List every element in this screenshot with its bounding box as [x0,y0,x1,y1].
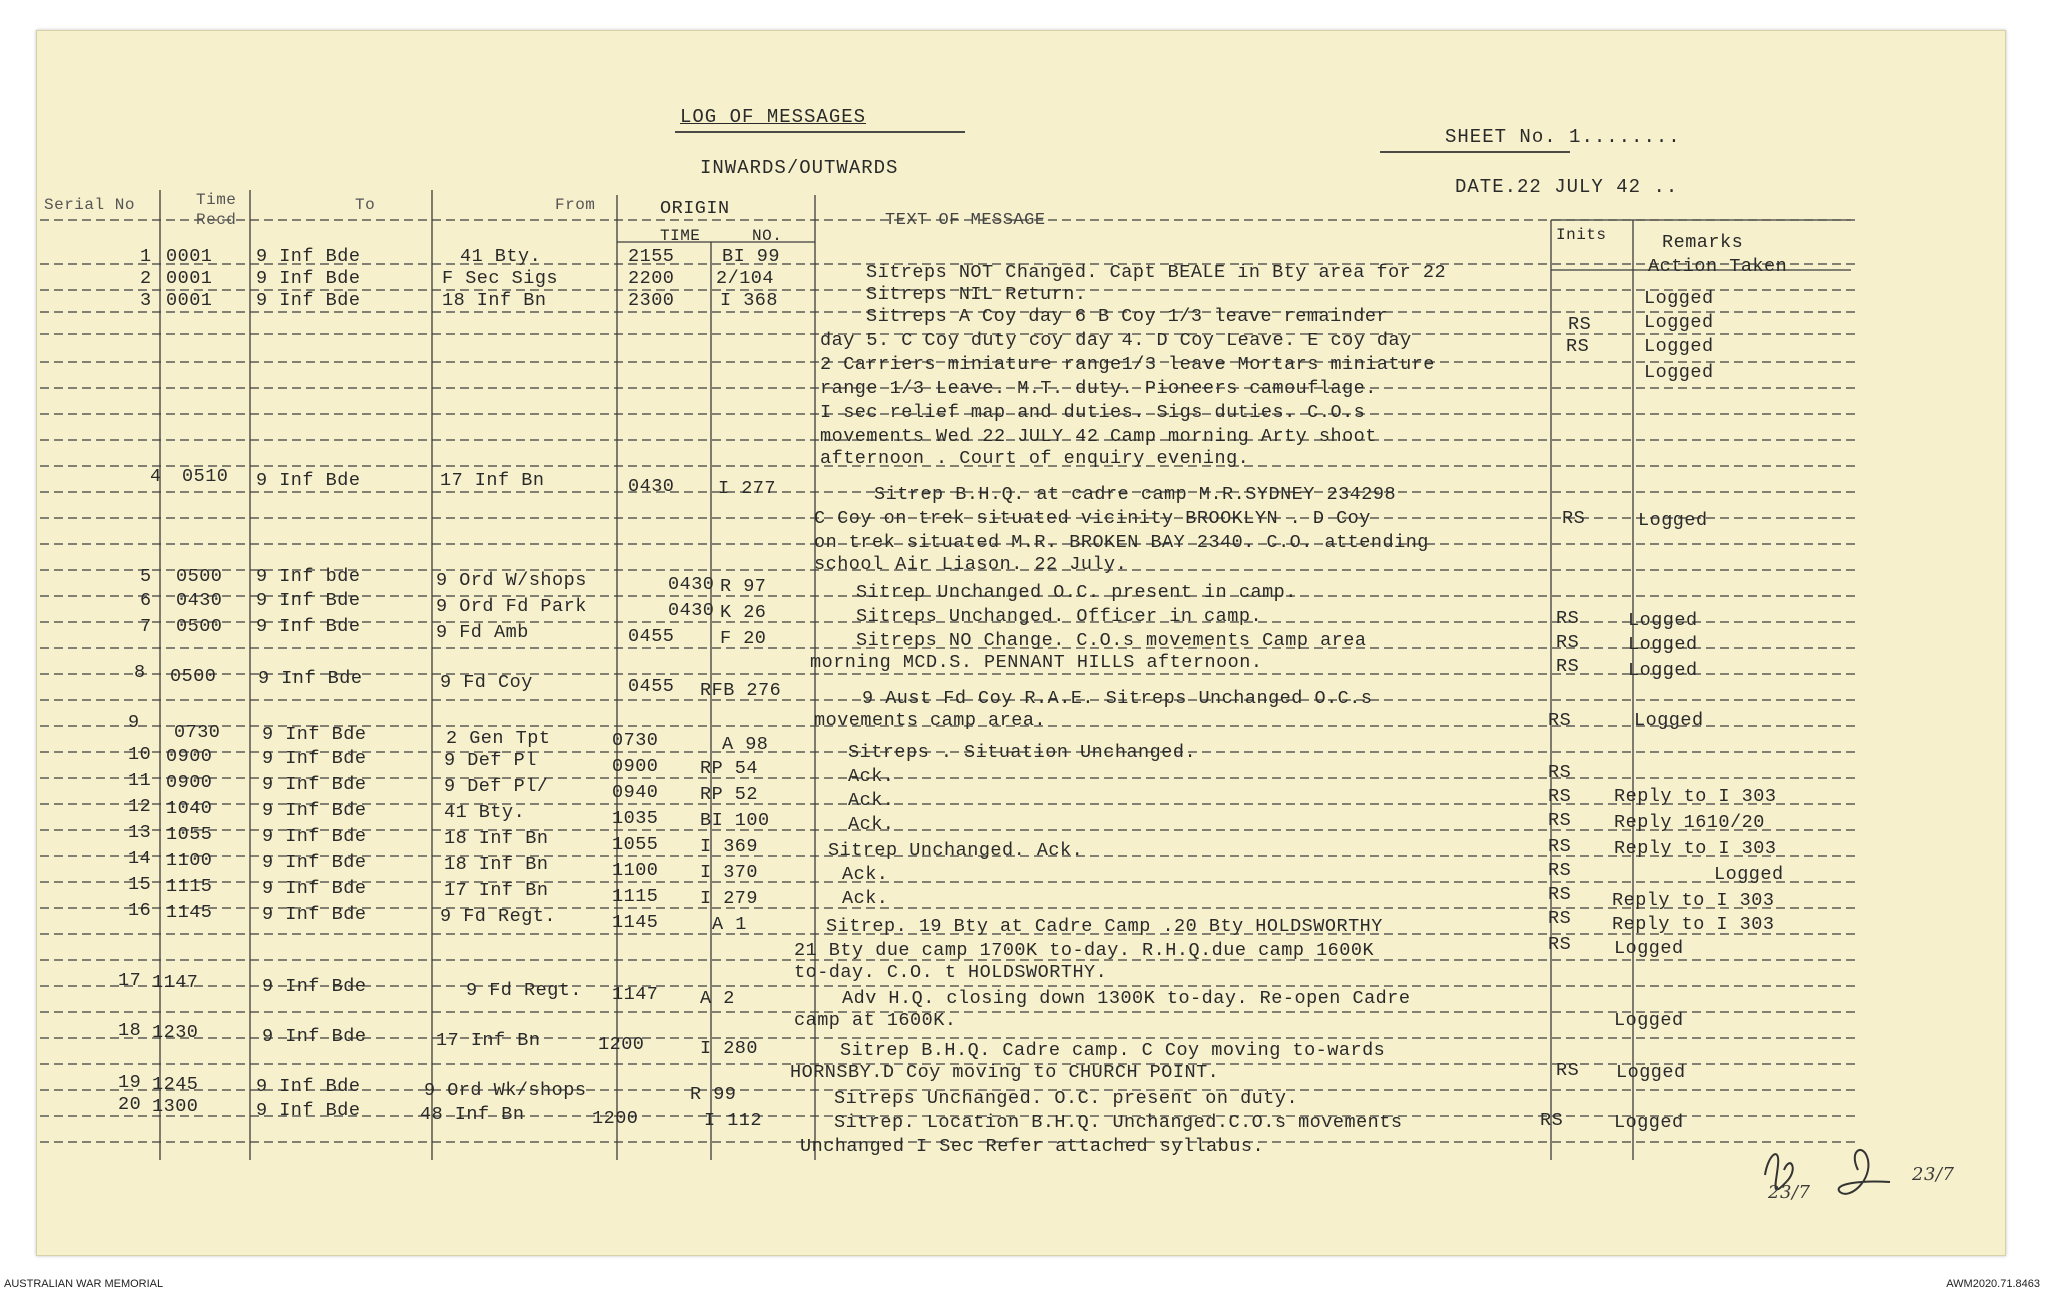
message-line: I sec relief map and duties. Sigs duties. C.O.s [820,402,1366,423]
inits-entry: RS [1548,710,1572,731]
row-serial: 13 [128,822,152,843]
row-serial: 8 [134,662,146,683]
message-line: HORNSBY.D Coy moving to CHURCH POINT. [790,1062,1220,1083]
remark-entry: Logged [1628,634,1698,655]
row-origin-time: 0900 [612,756,659,777]
row-from: 41 Bty. [444,802,526,823]
row-origin-no: RP 52 [700,784,759,805]
row-serial: 3 [140,290,152,311]
row-from: 18 Inf Bn [442,290,547,311]
date-dots: .. [1641,176,1679,198]
row-to: 9 Inf Bde [256,616,361,637]
message-line: morning MCD.S. PENNANT HILLS afternoon. [810,652,1263,673]
col-to-header: To [355,196,376,214]
row-origin-no: RFB 276 [700,680,782,701]
row-from: 41 Bty. [460,246,542,267]
row-origin-time: 1055 [612,834,659,855]
col-remarks-header: Remarks [1662,232,1744,253]
handwritten-date-1: 23/7 [1768,1182,1811,1203]
col-action-header: Action Taken [1648,256,1788,277]
row-time: 0510 [182,466,229,487]
message-line: movements Wed 22 JULY 42 Camp morning Arty shoot [820,426,1377,447]
remark-entry: Logged [1644,336,1714,357]
row-to: 9 Inf Bde [256,268,361,289]
row-to: 9 Inf Bde [256,470,361,491]
message-line: 2 Carriers miniature range1/3 leave Mortars miniature [820,354,1435,375]
row-to: 9 Inf Bde [258,668,363,689]
row-time: 1145 [166,902,213,923]
row-to: 9 Inf Bde [256,590,361,611]
row-to: 9 Inf Bde [262,800,367,821]
inits-entry: RS [1540,1110,1564,1131]
row-to: 9 Inf Bde [262,826,367,847]
row-serial: 14 [128,848,152,869]
row-from: 2 Gen Tpt [446,728,551,749]
row-serial: 1 [140,246,152,267]
message-line: Sitrep. Location B.H.Q. Unchanged.C.O.s movements [834,1112,1403,1133]
row-time: 0430 [176,590,223,611]
remark-entry: Logged [1638,510,1708,531]
inits-entry: RS [1562,508,1586,529]
row-serial: 18 [118,1020,142,1041]
row-from: 17 Inf Bn [444,880,549,901]
row-origin-no: K 26 [720,602,767,623]
row-from: 9 Ord W/shops [436,570,587,591]
row-to: 9 Inf Bde [256,1076,361,1097]
col-from-header: From [555,196,596,214]
message-line: school Air Liason. 22 July. [814,554,1128,575]
row-from: 48 Inf Bn [420,1104,525,1125]
row-time: 1055 [166,824,213,845]
message-line: Ack. [848,814,895,835]
row-to: 9 Inf Bde [262,724,367,745]
message-line: Sitreps Unchanged. O.C. present on duty. [834,1088,1299,1109]
message-line: afternoon . Court of enquiry evening. [820,448,1250,469]
remark-entry: Logged [1614,938,1684,959]
row-origin-time: 0455 [628,676,675,697]
row-to: 9 Inf Bde [262,1026,367,1047]
row-time: 1300 [152,1096,199,1117]
row-origin-no: I 369 [700,836,759,857]
remark-entry: Reply to I 303 [1614,838,1777,859]
row-time: 0001 [166,290,213,311]
row-to: 9 Inf Bde [256,1100,361,1121]
row-origin-time: 0730 [612,730,659,751]
row-from: 9 Fd Regt. [440,906,557,927]
row-serial: 9 [128,712,140,733]
sheet-number-label [1445,126,1681,148]
row-time: 1230 [152,1022,199,1043]
message-line: Unchanged I Sec Refer attached syllabus. [800,1136,1265,1157]
row-serial: 11 [128,770,152,791]
document-subtitle: INWARDS/OUTWARDS [700,157,899,179]
row-origin-no: A 1 [712,914,747,935]
row-origin-no: R 99 [690,1084,737,1105]
document-title: LOG OF MESSAGES [680,106,867,128]
row-to: 9 Inf Bde [262,774,367,795]
remark-entry: Logged [1634,710,1704,731]
row-origin-time: 0455 [628,626,675,647]
message-line: Ack. [842,888,889,909]
date-label [1455,176,1678,198]
row-from: F Sec Sigs [442,268,559,289]
message-line: Adv H.Q. closing down 1300K to-day. Re-open Cadre [842,988,1411,1009]
remark-entry: Logged [1616,1062,1686,1083]
row-to: 9 Inf Bde [262,976,367,997]
row-origin-time: 1115 [612,886,659,907]
date-value: 22 JULY 42 [1517,176,1642,198]
message-line: Sitrep. 19 Bty at Cadre Camp .20 Bty HOLDSWORTHY [826,916,1383,937]
remark-entry: Reply to I 303 [1614,786,1777,807]
row-to: 9 Inf bde [256,566,361,587]
col-origin-header: ORIGIN [660,198,730,219]
row-origin-no: RP 54 [700,758,759,779]
row-serial: 15 [128,874,152,895]
message-line: camp at 1600K. [794,1010,957,1031]
row-to: 9 Inf Bde [262,852,367,873]
row-from: 9 Def Pl/ [444,776,549,797]
message-line: Sitreps A Coy day 6 B Coy 1/3 leave remainder [866,306,1389,327]
remark-entry: Logged [1644,362,1714,383]
col-serial-header: Serial No [44,196,135,214]
sheet-dots: ........ [1581,126,1681,148]
row-serial: 10 [128,744,152,765]
row-time: 0001 [166,246,213,267]
row-origin-time: 1100 [612,860,659,881]
row-origin-no: I 112 [704,1110,763,1131]
date-prefix: DATE. [1455,176,1518,198]
row-origin-time: 2155 [628,246,675,267]
row-origin-no: BI 100 [700,810,770,831]
remark-entry: Logged [1628,660,1698,681]
message-line: Ack. [848,766,895,787]
row-serial: 4 [150,466,162,487]
remark-entry: Logged [1614,1112,1684,1133]
row-serial: 7 [140,616,152,637]
row-from: 9 Def Pl [444,750,537,771]
message-line: movements camp area. [814,710,1047,731]
inits-entry: RS [1556,632,1580,653]
remark-entry: Logged [1614,1010,1684,1031]
message-line: Sitrep Unchanged O.C. present in camp. [856,582,1297,603]
row-origin-time: 0940 [612,782,659,803]
sheet-label: SHEET No. [1445,126,1557,148]
col-text-header: TEXT OF MESSAGE [885,211,1046,230]
row-origin-time: 1200 [598,1034,645,1055]
row-time: 0500 [170,666,217,687]
remark-entry: Reply to I 303 [1612,890,1775,911]
row-from: 18 Inf Bn [444,854,549,875]
row-origin-no: F 20 [720,628,767,649]
inits-entry: RS [1548,836,1572,857]
row-origin-time: 1035 [612,808,659,829]
col-origin-time-header: TIME [660,227,701,245]
row-from: 9 Fd Regt. [466,980,583,1001]
row-time: 1147 [152,972,199,993]
row-origin-no: R 97 [720,576,767,597]
row-serial: 12 [128,796,152,817]
row-origin-no: I 368 [720,290,779,311]
message-line: day 5. C Coy duty coy day 4. D Coy Leave. E coy day [820,330,1412,351]
col-inits-header: Inits [1556,226,1607,244]
row-to: 9 Inf Bde [256,290,361,311]
row-origin-time: 1147 [612,984,659,1005]
row-serial: 17 [118,970,142,991]
row-from: 17 Inf Bn [440,470,545,491]
message-line: 9 Aust Fd Coy R.A.E. Sitreps Unchanged O.C.s [862,688,1373,709]
row-time: 0730 [174,722,221,743]
row-origin-no: I 277 [718,478,777,499]
row-origin-no: A 98 [722,734,769,755]
inits-entry: RS [1556,608,1580,629]
row-time: 1245 [152,1074,199,1095]
row-serial: 5 [140,566,152,587]
row-to: 9 Inf Bde [256,246,361,267]
row-from: 9 Fd Amb [436,622,529,643]
inits-entry: RS [1556,656,1580,677]
inits-entry: RS [1548,810,1572,831]
inits-entry: RS [1548,934,1572,955]
message-line: C Coy on trek situated vicinity BROOKLYN . D Coy [814,508,1371,529]
row-serial: 20 [118,1094,142,1115]
row-origin-time: 0430 [628,476,675,497]
message-line: to-day. C.O. t HOLDSWORTHY. [794,962,1108,983]
row-time: 1040 [166,798,213,819]
message-line: Sitrep Unchanged. Ack. [828,840,1084,861]
remark-entry: Logged [1644,288,1714,309]
message-line: range 1/3 Leave. M.T. duty. Pioneers camouflage. [820,378,1377,399]
row-origin-no: I 279 [700,888,759,909]
inits-entry: RS [1548,908,1572,929]
inits-entry: RS [1566,336,1590,357]
row-time: 1115 [166,876,213,897]
message-line: Sitreps Unchanged. Officer in camp. [856,606,1263,627]
row-origin-time: 0430 [668,574,715,595]
row-serial: 19 [118,1072,142,1093]
row-origin-no: BI 99 [722,246,781,267]
message-line: 21 Bty due camp 1700K to-day. R.H.Q.due camp 1600K [794,940,1375,961]
inits-entry: RS [1548,884,1572,905]
row-origin-time: 0430 [668,600,715,621]
row-time: 1100 [166,850,213,871]
message-line: Ack. [842,864,889,885]
message-line: Sitreps NOT Changed. Capt BEALE in Bty area for 22 [866,262,1447,283]
row-serial: 2 [140,268,152,289]
footer-accession-number: AWM2020.71.8463 [1946,1278,2040,1290]
row-from: 9 Ord Wk/shops [424,1080,587,1101]
message-line: Ack. [848,790,895,811]
row-to: 9 Inf Bde [262,748,367,769]
row-origin-time: 1200 [592,1108,639,1129]
inits-entry: RS [1548,786,1572,807]
row-from: 17 Inf Bn [436,1030,541,1051]
footer-archive-name: AUSTRALIAN WAR MEMORIAL [4,1278,164,1290]
row-origin-time: 2300 [628,290,675,311]
message-line: Sitreps . Situation Unchanged. [848,742,1197,763]
inits-entry: RS [1548,762,1572,783]
remark-entry: Reply to I 303 [1612,914,1775,935]
row-from: 18 Inf Bn [444,828,549,849]
row-to: 9 Inf Bde [262,878,367,899]
remark-entry: Reply 1610/20 [1614,812,1765,833]
row-from: 9 Fd Coy [440,672,533,693]
remark-entry: Logged [1714,864,1784,885]
handwritten-date-2: 23/7 [1912,1164,1955,1185]
message-line: Sitreps NO Change. C.O.s movements Camp area [856,630,1367,651]
col-origin-no-header: NO. [752,227,783,245]
inits-entry: RS [1548,860,1572,881]
row-origin-time: 2200 [628,268,675,289]
row-time: 0900 [166,746,213,767]
message-line: Sitreps NIL Return. [866,284,1087,305]
row-time: 0500 [176,566,223,587]
remark-entry: Logged [1628,610,1698,631]
row-time: 0500 [176,616,223,637]
handwritten-initials [1740,1120,2000,1240]
inits-entry: RS [1568,314,1592,335]
row-from: 9 Ord Fd Park [436,596,587,617]
row-origin-no: 2/104 [716,268,775,289]
row-origin-no: I 370 [700,862,759,883]
row-serial: 16 [128,900,152,921]
inits-entry: RS [1556,1060,1580,1081]
row-time: 0001 [166,268,213,289]
row-to: 9 Inf Bde [262,904,367,925]
message-line: on trek situated M.R. BROKEN BAY 2340. C.O. attending [814,532,1429,553]
col-time-header: Time Recd [196,191,237,229]
row-origin-time: 1145 [612,912,659,933]
message-line: Sitrep B.H.Q. at cadre camp M.R.SYDNEY 234298 [874,484,1397,505]
row-origin-no: A 2 [700,988,735,1009]
message-line: Sitrep B.H.Q. Cadre camp. C Coy moving to-wards [840,1040,1386,1061]
row-origin-no: I 280 [700,1038,759,1059]
sheet-number: 1 [1569,126,1582,148]
row-serial: 6 [140,590,152,611]
remark-entry: Logged [1644,312,1714,333]
row-time: 0900 [166,772,213,793]
